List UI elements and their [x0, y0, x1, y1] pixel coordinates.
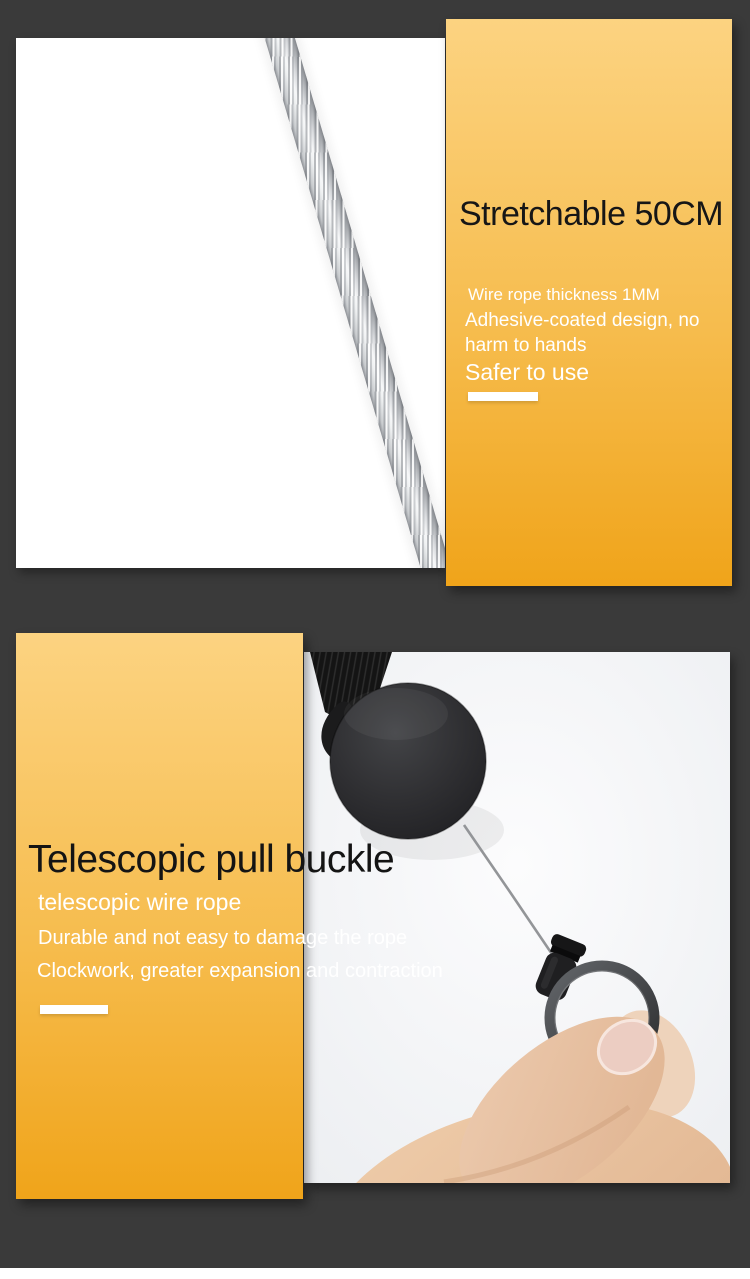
durable-text: Durable and not easy to damage the rope [38, 927, 408, 949]
telescopic-info-panel [16, 633, 443, 1199]
bottom-white-strip [0, 1268, 750, 1279]
clockwork-text: Clockwork, greater expansion and contraction [37, 960, 443, 982]
stretchable-heading: Stretchable 50CM [459, 195, 724, 233]
pull-buckle-photo-panel [304, 652, 730, 1183]
steel-wire-rope-image [261, 38, 445, 568]
telescopic-wire-rope-text: telescopic wire rope [38, 889, 242, 915]
adhesive-design-text: Adhesive-coated design, no harm to hands [465, 310, 700, 356]
pull-buckle-photo [304, 652, 730, 1183]
wire-rope-photo-panel [16, 38, 445, 568]
safer-to-use-text: Safer to use [465, 359, 590, 385]
stretchable-info-panel [446, 19, 732, 586]
accent-bar [40, 1005, 108, 1014]
telescopic-heading: Telescopic pull buckle [28, 838, 395, 882]
reel-highlight [344, 688, 448, 740]
accent-bar [468, 392, 538, 401]
wire-thickness-text: Wire rope thickness 1MM [468, 285, 660, 304]
